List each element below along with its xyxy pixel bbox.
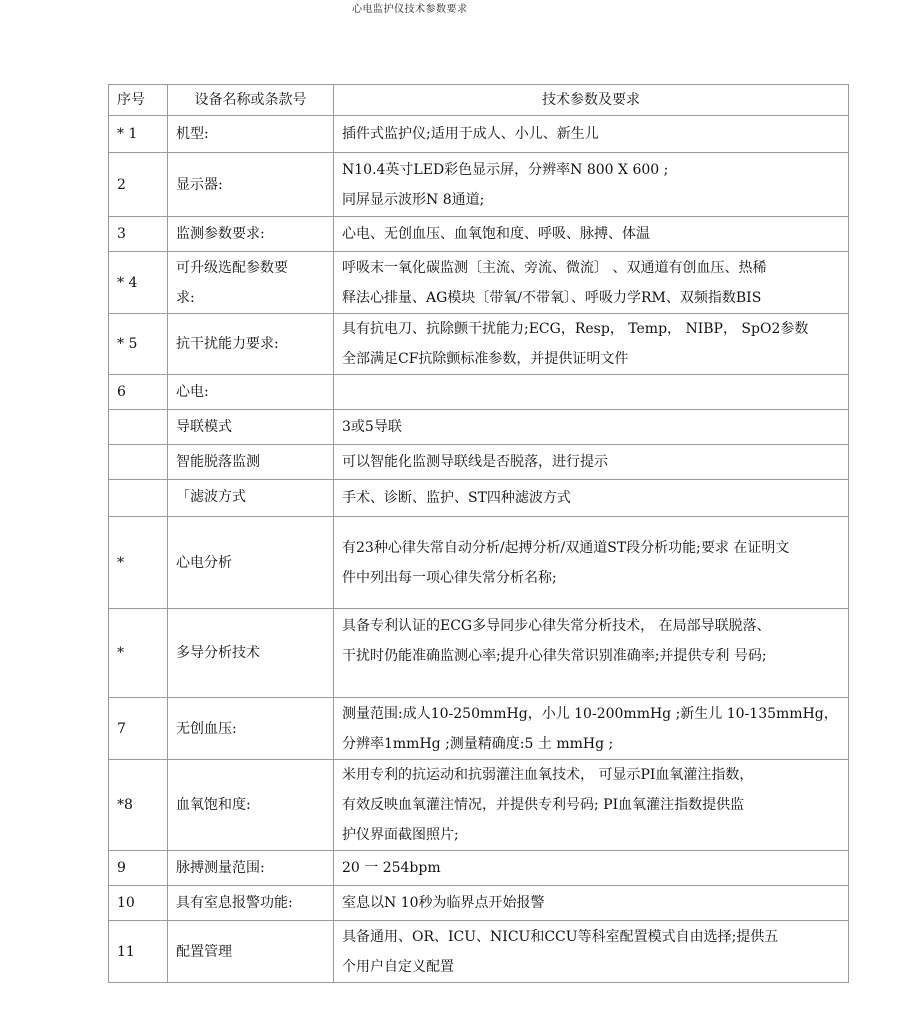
column-header-no: 序号 <box>109 85 168 116</box>
row-number <box>109 445 168 480</box>
row-number: 2 <box>109 153 168 217</box>
column-header-spec: 技术参数及要求 <box>334 85 849 116</box>
row-spec-line: 具备专利认证的ECG多导同步心律失常分析技术， 在局部导联脱落、 <box>342 618 771 634</box>
table-row <box>109 314 849 375</box>
table-row <box>109 851 849 886</box>
row-number <box>109 410 168 445</box>
row-spec-line: 20 一 254bpm <box>342 860 441 876</box>
table-row <box>109 698 849 760</box>
row-item-name: 可升级选配参数要 <box>176 259 288 276</box>
row-item-name: 多导分析技术 <box>176 645 260 661</box>
row-number: * 1 <box>109 116 168 153</box>
table-row <box>109 375 849 410</box>
row-number: 11 <box>109 921 168 983</box>
row-spec-line: 心电、无创血压、血氧饱和度、呼吸、脉搏、体温 <box>342 226 650 242</box>
row-number: 6 <box>109 375 168 410</box>
row-number: 7 <box>109 698 168 760</box>
row-spec-line: 呼吸末一氧化碳监测〔主流、旁流、微流〕 、双通道有创血压、热稀 <box>342 259 767 276</box>
row-item-name: 血氧饱和度: <box>176 797 251 813</box>
row-number: * <box>109 517 168 609</box>
row-spec-line: 测量范围:成人10-250mmHg，小儿 10-200mmHg ;新生儿 10-135mmHg， <box>342 705 838 722</box>
row-spec-line: 室息以N 10秒为临界点开始报警 <box>342 895 545 911</box>
row-item-name: 具有室息报警功能: <box>176 895 293 911</box>
row-spec-line: 具备通用、OR、ICU、NICU和CCU等科室配置模式自由选择;提供五 <box>342 928 779 945</box>
row-item-name: 导联模式 <box>176 419 232 435</box>
row-spec-line: 有23种心律失常自动分析/起搏分析/双通道ST段分析功能;要求 在证明文 <box>342 539 790 556</box>
row-number: * <box>109 609 168 698</box>
page-header-title: 心电监护仪技术参数要求 <box>352 4 468 15</box>
row-item-name: 显示器: <box>176 176 223 193</box>
table-row <box>109 886 849 921</box>
row-item-name: 监测参数要求: <box>176 226 265 242</box>
row-item-name: 智能脱落监测 <box>176 454 260 470</box>
table-row <box>109 517 849 609</box>
row-item-name: 配置管理 <box>176 943 232 960</box>
table-row <box>109 760 849 851</box>
row-item-name: 「滤波方式 <box>176 489 246 505</box>
row-spec-line: 全部满足CF抗除颤标准参数，并提供证明文件 <box>342 351 629 367</box>
row-number: 10 <box>109 886 168 921</box>
row-item-name: 心电分析 <box>176 554 232 571</box>
row-number: * 5 <box>109 314 168 375</box>
row-number: *8 <box>109 760 168 851</box>
table-row <box>109 217 849 252</box>
row-item-name: 心电: <box>176 384 209 400</box>
row-spec-line: 米用专利的抗运动和抗弱灌注血氧技术， 可显示PI血氧灌注指数， <box>342 767 754 783</box>
table-header-row <box>109 85 849 116</box>
table-row <box>109 252 849 314</box>
row-spec-line: 3或5导联 <box>342 419 402 435</box>
row-number: * 4 <box>109 252 168 314</box>
row-spec-line: 手术、诊断、监护、ST四种滤波方式 <box>342 490 571 506</box>
row-spec-line: 干扰时仍能准确监测心率;提升心律失常识别准确率;并提供专利 号码; <box>342 648 767 664</box>
row-item-name: 求: <box>176 289 195 306</box>
spec-table <box>108 84 849 983</box>
row-spec-line: 释法心排量、AG模块〔带氧/不带氧〕、呼吸力学RM、双频指数BIS <box>342 289 762 306</box>
row-spec-line: 插件式监护仪;适用于成人、小儿、新生儿 <box>342 126 599 142</box>
row-item-name: 机型: <box>176 126 209 142</box>
table-row <box>109 445 849 480</box>
row-spec-line: N10.4英寸LED彩色显示屏，分辨率N 800 X 600 ; <box>342 161 669 178</box>
table-row <box>109 116 849 153</box>
table-row <box>109 921 849 983</box>
row-spec-line: 个用户自定义配置 <box>342 958 454 975</box>
row-number: 3 <box>109 217 168 252</box>
row-spec-line: 有效反映血氧灌注情况，并提供专利号码; PI血氧灌注指数提供监 <box>342 797 745 813</box>
table-row <box>109 480 849 517</box>
row-spec-line: 件中列出每一项心律失常分析名称; <box>342 569 557 586</box>
table-row <box>109 609 849 698</box>
row-number <box>109 480 168 517</box>
row-item-name: 抗干扰能力要求: <box>176 336 279 352</box>
row-item-name: 无创血压: <box>176 720 237 737</box>
row-spec-line: 护仪界面截图照片; <box>342 827 459 843</box>
table-row <box>109 153 849 217</box>
column-header-name: 设备名称或条款号 <box>168 85 334 116</box>
row-spec-line: 具有抗电刀、抗除颤干扰能力;ECG，Resp， Temp， NIBP， SpO2参数 <box>342 321 809 337</box>
row-item-name: 脉搏测量范围: <box>176 860 265 876</box>
row-spec-line: 分辨率1mmHg ;测量精确度:5 土 mmHg ; <box>342 735 614 752</box>
row-spec-line: 可以智能化监测导联线是否脱落，进行提示 <box>342 454 608 470</box>
row-spec-line: 同屏显示波形N 8通道; <box>342 191 485 208</box>
table-row <box>109 410 849 445</box>
row-number: 9 <box>109 851 168 886</box>
